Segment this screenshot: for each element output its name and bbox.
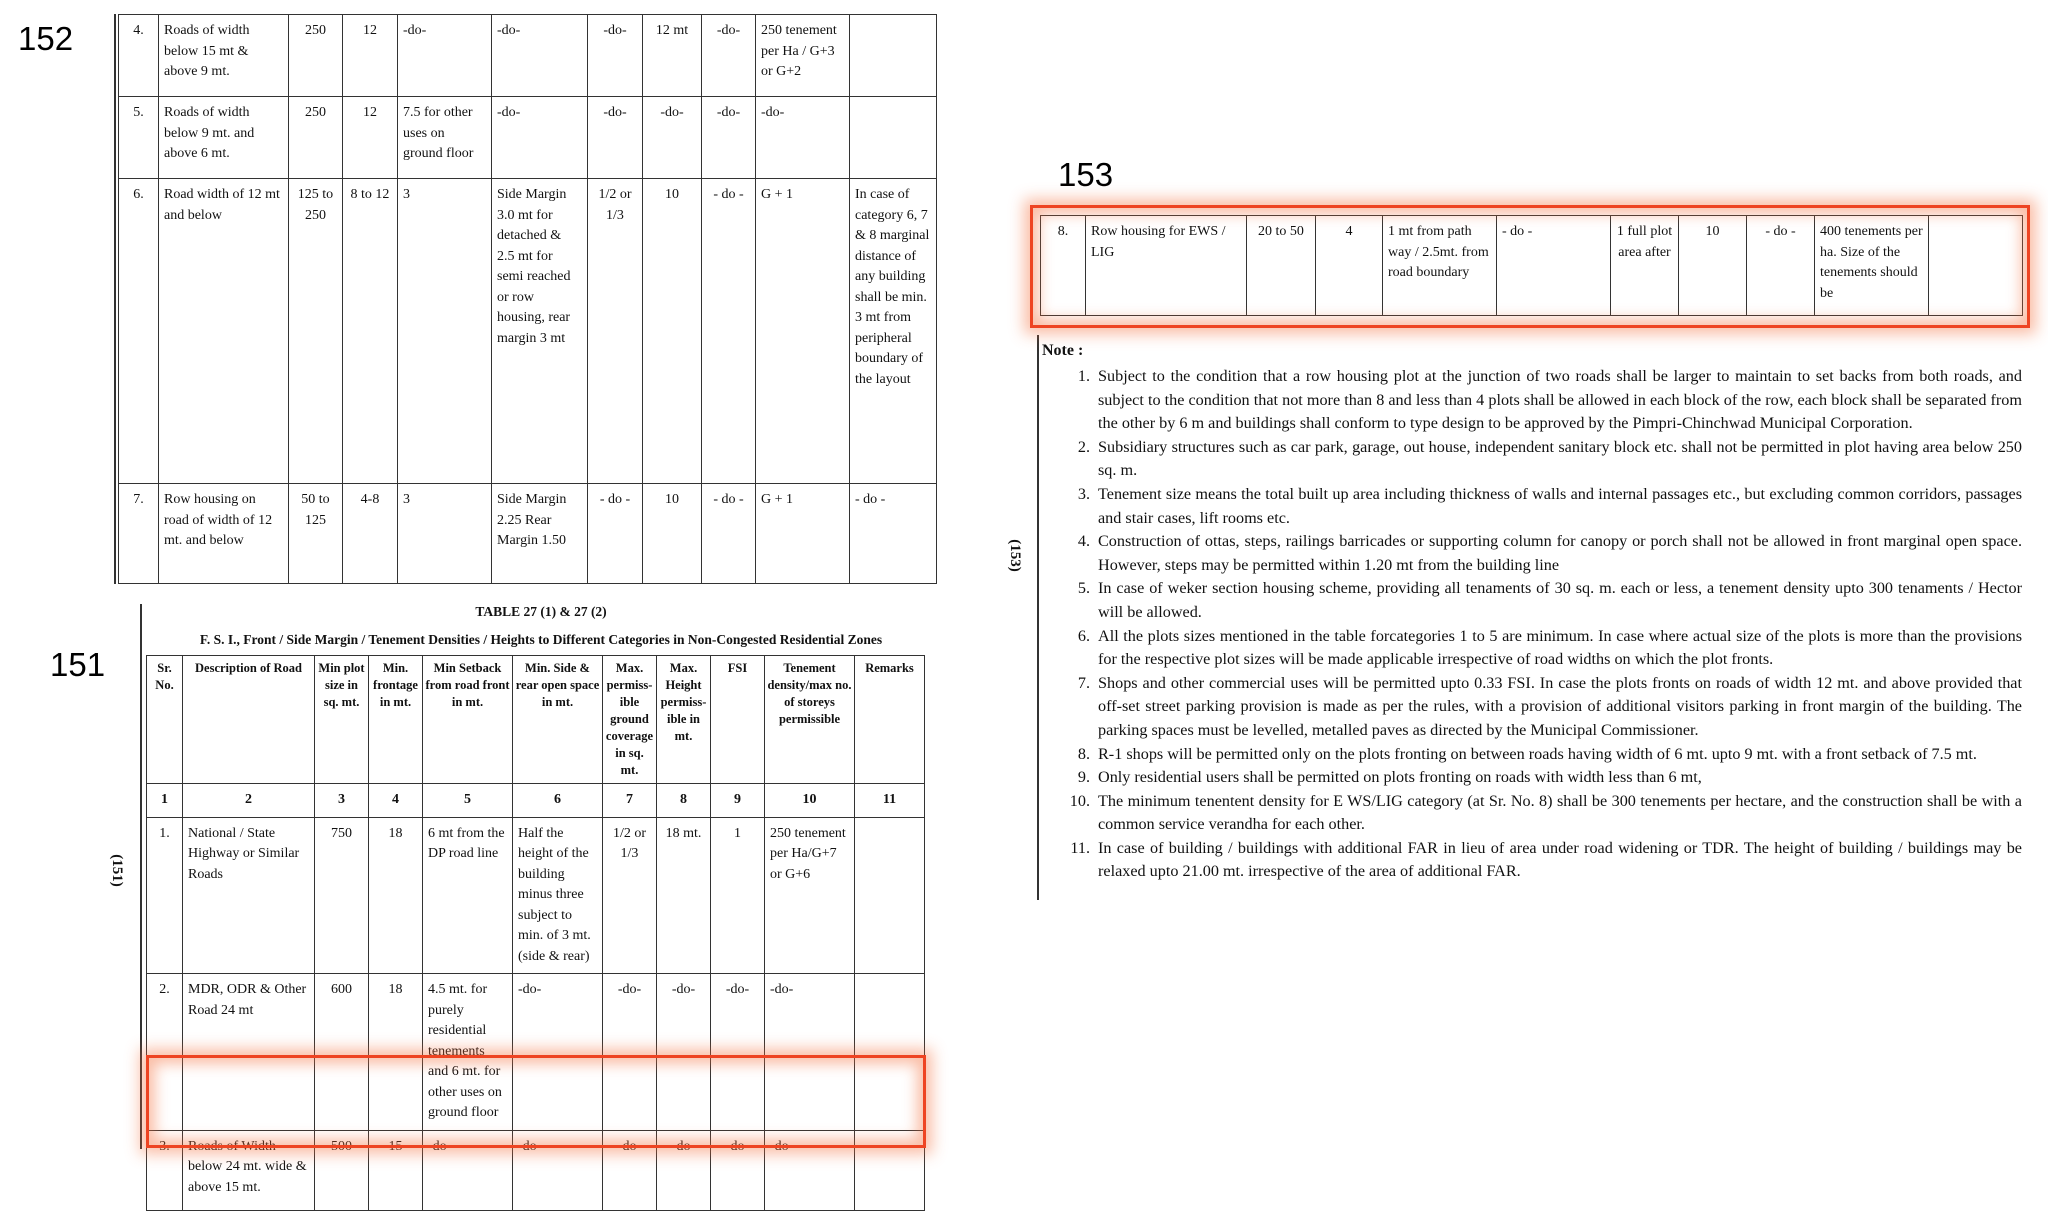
table-cell: 1/2 or 1/3 bbox=[603, 817, 657, 974]
table-cell: 10 bbox=[1679, 216, 1747, 316]
note-number: 8. bbox=[1077, 744, 1090, 763]
note-item bbox=[1040, 672, 2022, 743]
page-153-margin-line bbox=[1037, 335, 1039, 900]
table-cell: 8 to 12 bbox=[343, 179, 398, 484]
column-header: Tenement density/max no. of storeys permissible bbox=[765, 656, 855, 784]
note-number: 5. bbox=[1077, 579, 1090, 598]
table-cell: G + 1 bbox=[756, 484, 850, 584]
table-cell: 20 to 50 bbox=[1247, 216, 1316, 316]
note-text: The minimum tenentent density for E WS/LIG category (at Sr. No. 8) shall be 300 tenements per hectare, and the construction shall be with a common service verandha for each other. bbox=[1098, 791, 2022, 834]
table-row bbox=[119, 484, 937, 584]
table-cell: 3. bbox=[147, 1130, 183, 1210]
table-cell: -do- bbox=[765, 1130, 855, 1210]
table-cell: -do- bbox=[513, 1130, 603, 1210]
column-header: FSI bbox=[711, 656, 765, 784]
note-number: 6. bbox=[1077, 626, 1090, 645]
table-cell bbox=[1929, 216, 2023, 316]
table-cell: -do- bbox=[492, 97, 588, 179]
table-cell: 6. bbox=[119, 179, 159, 484]
column-number: 5 bbox=[423, 784, 513, 818]
note-number: 9. bbox=[1077, 768, 1090, 787]
note-text: Construction of ottas, steps, railings barricades or supporting column for canopy or porch shall not be allowed in front marginal open space. However, steps may be permitted within 1.20 mt from the building line bbox=[1098, 532, 2022, 574]
page-151-margin-line bbox=[140, 604, 142, 1149]
table-cell: Roads of Width below 24 mt. wide & above 15 mt. bbox=[183, 1130, 315, 1210]
column-header: Min plot size in sq. mt. bbox=[315, 656, 369, 784]
note-number: 10. bbox=[1069, 791, 1090, 810]
table-cell: 3 bbox=[398, 484, 492, 584]
page-151-side-number: (151) bbox=[108, 854, 125, 887]
table-cell: 250 bbox=[289, 15, 343, 97]
table-151-caption: TABLE 27 (1) & 27 (2) bbox=[475, 604, 607, 619]
table-cell: -do- bbox=[711, 1130, 765, 1210]
table-cell: Row housing for EWS / LIG bbox=[1086, 216, 1247, 316]
column-header: Remarks bbox=[855, 656, 925, 784]
table-cell: Side Margin 2.25 Rear Margin 1.50 bbox=[492, 484, 588, 584]
column-number: 2 bbox=[183, 784, 315, 818]
table-cell: MDR, ODR & Other Road 24 mt bbox=[183, 974, 315, 1131]
table-cell bbox=[855, 1130, 925, 1210]
table-152 bbox=[118, 14, 937, 584]
table-cell: 5. bbox=[119, 97, 159, 179]
table-cell: - do - bbox=[588, 484, 643, 584]
table-cell: G + 1 bbox=[756, 179, 850, 484]
table-cell: - do - bbox=[1747, 216, 1815, 316]
note-text: Subject to the condition that a row housing plot at the junction of two roads shall be larger to maintain to set backs from both roads, and subject to the condition that not more than 8 and less than 4 plots shall be allowed in each block of the row, each block shall be separated from the other by 6 m and buildings shall conform to type design to be approved by the Pimpri-Chinchwad Municipal Corporation. bbox=[1098, 367, 2022, 433]
table-cell: Roads of width below 9 mt. and above 6 mt. bbox=[159, 97, 289, 179]
table-row bbox=[1041, 216, 2023, 316]
column-number: 1 bbox=[147, 784, 183, 818]
column-number: 3 bbox=[315, 784, 369, 818]
table-cell: - do - bbox=[1497, 216, 1611, 316]
note-text: Tenement size means the total built up area including thickness of walls and internal passages etc., but excluding common corridors, passages and stair cases, lift rooms etc. bbox=[1098, 484, 2022, 527]
note-text: In case of weker section housing scheme, providing all tenaments of 30 sq. m. each or less, a tenement density upto 300 tenaments / Hector will be allowed. bbox=[1098, 579, 2022, 621]
table-cell: -do- bbox=[657, 974, 711, 1131]
table-cell: 250 tenement per Ha / G+3 or G+2 bbox=[756, 15, 850, 97]
note-text: All the plots sizes mentioned in the table forcategories 1 to 5 are minimum. In case where actual size of the plots is more than the provisions for the respective plot sizes will be made applicable irrespective of road widths on which the plot fronts. bbox=[1098, 626, 2022, 669]
note-number: 3. bbox=[1077, 484, 1090, 503]
table-cell: 12 bbox=[343, 97, 398, 179]
note-number: 11. bbox=[1070, 838, 1090, 857]
column-number: 6 bbox=[513, 784, 603, 818]
table-cell bbox=[855, 817, 925, 974]
table-cell: Roads of width below 15 mt & above 9 mt. bbox=[159, 15, 289, 97]
table-cell: 2. bbox=[147, 974, 183, 1131]
table-cell: 4.5 mt. for purely residential tenements and 6 mt. for other uses on ground floor bbox=[423, 974, 513, 1131]
note-text: Subsidiary structures such as car park, garage, out house, independent sanitary block etc. shall not be permitted in plot having area below 250 sq. m. bbox=[1098, 437, 2022, 480]
note-item bbox=[1040, 436, 2022, 483]
table-cell: 500 bbox=[315, 1130, 369, 1210]
table-row bbox=[147, 974, 925, 1131]
page-153-side-number: (153) bbox=[1006, 539, 1023, 572]
note-number: 2. bbox=[1077, 437, 1090, 456]
column-number: 11 bbox=[855, 784, 925, 818]
page-number-153: 153 bbox=[1058, 156, 1114, 193]
table-cell: 1 bbox=[711, 817, 765, 974]
table-cell: 600 bbox=[315, 974, 369, 1131]
table-cell: 400 tenements per ha. Size of the tenements should be bbox=[1815, 216, 1929, 316]
table-cell: Side Margin 3.0 mt for detached & 2.5 mt for semi reached or row housing, rear margin 3 mt bbox=[492, 179, 588, 484]
table-cell: 750 bbox=[315, 817, 369, 974]
table-cell: - do - bbox=[702, 179, 756, 484]
table-cell: - do - bbox=[702, 484, 756, 584]
note-item bbox=[1040, 483, 2022, 530]
table-cell: -do- bbox=[513, 974, 603, 1131]
column-header: Min. frontage in mt. bbox=[369, 656, 423, 784]
table-cell: -do- bbox=[423, 1130, 513, 1210]
column-header: Description of Road bbox=[183, 656, 315, 784]
table-cell: 125 to 250 bbox=[289, 179, 343, 484]
table-cell: -do- bbox=[711, 974, 765, 1131]
column-number: 9 bbox=[711, 784, 765, 818]
table-cell: Road width of 12 mt and below bbox=[159, 179, 289, 484]
table-row bbox=[147, 1130, 925, 1210]
note-item bbox=[1040, 365, 2022, 436]
table-row bbox=[119, 15, 937, 97]
table-cell: -do- bbox=[657, 1130, 711, 1210]
table-cell: 50 to 125 bbox=[289, 484, 343, 584]
table-cell: 250 tenement per Ha/G+7 or G+6 bbox=[765, 817, 855, 974]
table-row bbox=[119, 97, 937, 179]
table-151-title: F. S. I., Front / Side Margin / Tenement Densities / Heights to Different Categories in Non-Congested Residential Zones bbox=[199, 632, 883, 647]
table-header-row bbox=[147, 656, 925, 784]
table-cell: National / State Highway or Similar Roads bbox=[183, 817, 315, 974]
table-cell: 1 mt from path way / 2.5mt. from road boundary bbox=[1383, 216, 1497, 316]
column-number: 10 bbox=[765, 784, 855, 818]
page-152-margin-line bbox=[114, 14, 116, 584]
table-cell: - do - bbox=[850, 484, 937, 584]
page-number-152: 152 bbox=[18, 20, 74, 57]
note-item bbox=[1040, 837, 2022, 884]
note-number: 1. bbox=[1077, 367, 1090, 385]
table-cell: 10 bbox=[643, 484, 702, 584]
column-header: Min Setback from road front in mt. bbox=[423, 656, 513, 784]
column-header: Max. permiss-ible ground coverage in sq. mt. bbox=[603, 656, 657, 784]
note-item bbox=[1040, 743, 2022, 767]
table-cell: -do- bbox=[765, 974, 855, 1131]
note-text: Shops and other commercial uses will be permitted upto 0.33 FSI. In case the plots fronts on roads of width 12 mt. and above provided that off-set street parking provision is made as per the rules, with a provision of additional visitors parking in front margin of the building. The parking spaces must be levelled, metalled paves as directed by the Municipal Commissioner. bbox=[1098, 673, 2022, 739]
table-cell: 8. bbox=[1041, 216, 1086, 316]
table-cell: 15 bbox=[369, 1130, 423, 1210]
table-cell: -do- bbox=[603, 974, 657, 1131]
table-cell: 7. bbox=[119, 484, 159, 584]
column-number: 4 bbox=[369, 784, 423, 818]
column-number-row bbox=[147, 784, 925, 818]
table-cell: 4 bbox=[1316, 216, 1383, 316]
table-cell: Row housing on road of width of 12 mt. and below bbox=[159, 484, 289, 584]
table-cell: -do- bbox=[588, 15, 643, 97]
table-cell: -do- bbox=[398, 15, 492, 97]
table-cell: 18 bbox=[369, 974, 423, 1131]
table-cell bbox=[850, 97, 937, 179]
table-cell bbox=[850, 15, 937, 97]
table-cell: -do- bbox=[702, 97, 756, 179]
note-number: 4. bbox=[1077, 532, 1090, 551]
table-cell: 1/2 or 1/3 bbox=[588, 179, 643, 484]
column-number: 8 bbox=[657, 784, 711, 818]
page-number-151: 151 bbox=[50, 646, 106, 683]
table-row bbox=[147, 817, 925, 974]
note-item bbox=[1040, 790, 2022, 837]
table-cell: 4-8 bbox=[343, 484, 398, 584]
table-cell: 4. bbox=[119, 15, 159, 97]
table-cell: 12 bbox=[343, 15, 398, 97]
table-cell: Half the height of the building minus three subject to min. of 3 mt. (side & rear) bbox=[513, 817, 603, 974]
table-cell: 10 bbox=[643, 179, 702, 484]
table-cell: -do- bbox=[702, 15, 756, 97]
note-item bbox=[1040, 625, 2022, 672]
table-cell: 18 mt. bbox=[657, 817, 711, 974]
table-cell: -do- bbox=[756, 97, 850, 179]
table-row bbox=[119, 179, 937, 484]
table-cell: -do- bbox=[492, 15, 588, 97]
column-header: Max. Height permiss-ible in mt. bbox=[657, 656, 711, 784]
notes-list bbox=[1040, 365, 2022, 884]
note-item bbox=[1040, 530, 2022, 577]
table-cell bbox=[855, 974, 925, 1131]
table-cell: 6 mt from the DP road line bbox=[423, 817, 513, 974]
table-cell: 18 bbox=[369, 817, 423, 974]
note-text: In case of building / buildings with additional FAR in lieu of area under road widening or TDR. The height of building / buildings may be relaxed upto 21.00 mt. irrespective of the area of additional FAR. bbox=[1098, 838, 2022, 881]
note-item bbox=[1040, 577, 2022, 624]
note-text: Only residential users shall be permitted on plots fronting on roads with width less than 6 mt, bbox=[1098, 768, 1702, 787]
column-header: Min. Side & rear open space in mt. bbox=[513, 656, 603, 784]
table-cell: 1 full plot area after bbox=[1611, 216, 1679, 316]
table-cell: 250 bbox=[289, 97, 343, 179]
table-cell: -do- bbox=[643, 97, 702, 179]
table-151 bbox=[146, 655, 925, 1211]
column-number: 7 bbox=[603, 784, 657, 818]
table-cell: In case of category 6, 7 & 8 marginal distance of any building shall be min. 3 mt from peripheral boundary of the layout bbox=[850, 179, 937, 484]
note-text: R-1 shops will be permitted only on the plots fronting on between roads having width of 6 mt. upto 9 mt. with a front setback of 7.5 mt. bbox=[1098, 744, 1977, 763]
note-item bbox=[1040, 766, 2022, 790]
table-153 bbox=[1040, 215, 2023, 316]
table-cell: 3 bbox=[398, 179, 492, 484]
table-cell: 1. bbox=[147, 817, 183, 974]
table-cell: -do- bbox=[588, 97, 643, 179]
note-number: 7. bbox=[1077, 673, 1090, 692]
column-header: Sr. No. bbox=[147, 656, 183, 784]
notes-title: Note : bbox=[1042, 342, 1084, 359]
table-cell: -do- bbox=[603, 1130, 657, 1210]
table-cell: 7.5 for other uses on ground floor bbox=[398, 97, 492, 179]
table-cell: 12 mt bbox=[643, 15, 702, 97]
